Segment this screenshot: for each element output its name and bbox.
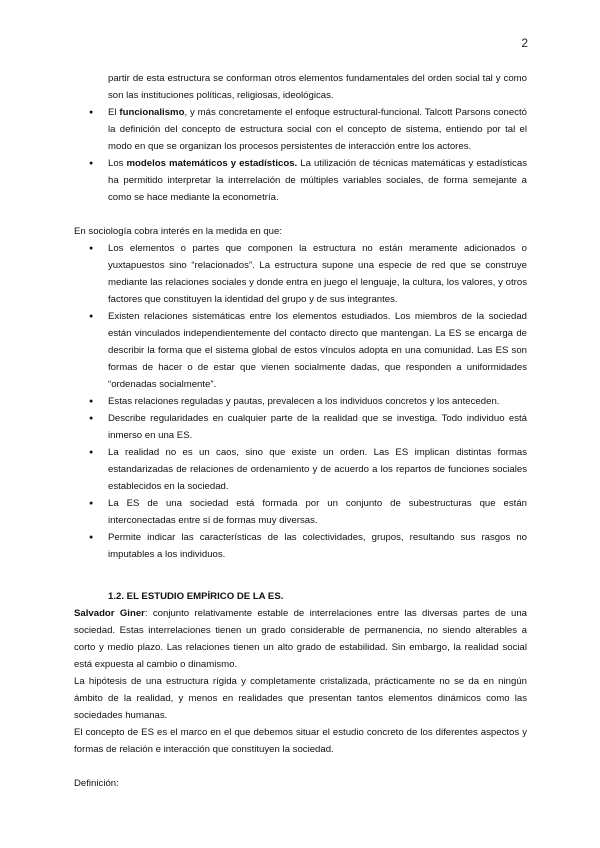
list-item: ● Existen relaciones sistemáticas entre los elementos estudiados. Los miembros de la sociedad están vinculados independientemente del contacto directo que mantengan. La ES se encarga de describir la forma que el sistema global de estos vínculos adopta en una comunidad. Las ES son formas de hacer o de estar que vienen socialmente dadas, que responden a uniformidades “ordenadas socialmente”.: [74, 308, 527, 393]
list-item: ● Los modelos matemáticos y estadísticos. La utilización de técnicas matemáticas y estadísticas ha permitido interpretar la interrelación de múltiples variables sociales, de forma semejante a como se hace mediante la econometría.: [74, 155, 527, 206]
author-name: Salvador Giner: [74, 608, 145, 619]
list-item: ● Los elementos o partes que componen la estructura no están meramente adicionados o yuxtapuestos sino “relacionados”. La estructura supone una especie de red que se construye mediante las relaciones sociales y donde entra en juego el lenguaje, la cultura, los valores, y otros factores que constituyen la identidad del grupo y de sus integrantes.: [74, 240, 527, 308]
approaches-list: [74, 104, 527, 206]
author-paragraph: Salvador Giner: conjunto relativamente estable de interrelaciones entre las diversas partes de una sociedad. Estas interrelaciones tienen un grado considerable de permanencia, no siendo alterables a corto y medio plazo. Las relaciones tienen un alto grado de estabilidad. Sin embargo, la realidad social está expuesta al cambio o dinamismo.: [74, 608, 527, 670]
list-item: ● El funcionalismo, y más concretamente el enfoque estructural-funcional. Talcott Parsons conectó la definición del concepto de estructura social con el concepto de sistema, entiendo por tal el modo en que se organizan los procesos persistentes de interacción entre los actores.: [74, 104, 527, 155]
list-item: ● Permite indicar las características de las colectividades, grupos, resultando sus rasgos no imputables a los individuos.: [74, 529, 527, 563]
paragraph: La hipótesis de una estructura rígida y completamente cristalizada, prácticamente no se da en ningún ámbito de la realidad, y menos en realidades que presentan tantos elementos dinámicos como las sociedades humanas.: [74, 676, 527, 721]
bullet-icon: ●: [89, 313, 94, 320]
bullet-icon: ●: [89, 245, 94, 252]
list-item: ● La realidad no es un caos, sino que existe un orden. Las ES implican distintas formas estandarizadas de relaciones de ordenamiento y de acuerdo a los repartos de funciones sociales establecidos en la sociedad.: [74, 444, 527, 495]
page-content: [74, 70, 527, 792]
bullet-icon: ●: [89, 109, 94, 116]
definition-label: Definición:: [74, 778, 119, 789]
page-number: 2: [521, 36, 528, 50]
section-heading: 1.2. EL ESTUDIO EMPÍRICO DE LA ES.: [108, 591, 284, 602]
bullet-icon: ●: [89, 398, 94, 405]
interest-list: [74, 240, 527, 563]
list-continuation: partir de esta estructura se conforman otros elementos fundamentales del orden social tal y como son las instituciones políticas, religiosas, ideológicas.: [108, 73, 527, 101]
bold-term: funcionalismo: [119, 107, 185, 118]
bold-term: modelos matemáticos y estadísticos.: [126, 158, 298, 169]
list-item: ● Estas relaciones reguladas y pautas, prevalecen a los individuos concretos y los anteceden.: [74, 393, 527, 410]
interest-intro: En sociología cobra interés en la medida en que:: [74, 226, 282, 237]
paragraph: El concepto de ES es el marco en el que debemos situar el estudio concreto de los diferentes aspectos y formas de relación e interacción que constituyen la sociedad.: [74, 727, 527, 755]
list-item: ● La ES de una sociedad está formada por un conjunto de subestructuras que están interconectadas entre sí de formas muy diversas.: [74, 495, 527, 529]
bullet-icon: ●: [89, 415, 94, 422]
bullet-icon: ●: [89, 160, 94, 167]
bullet-icon: ●: [89, 449, 94, 456]
list-item: ● Describe regularidades en cualquier parte de la realidad que se investiga. Todo individuo está inmerso en una ES.: [74, 410, 527, 444]
bullet-icon: ●: [89, 534, 94, 541]
bullet-icon: ●: [89, 500, 94, 507]
